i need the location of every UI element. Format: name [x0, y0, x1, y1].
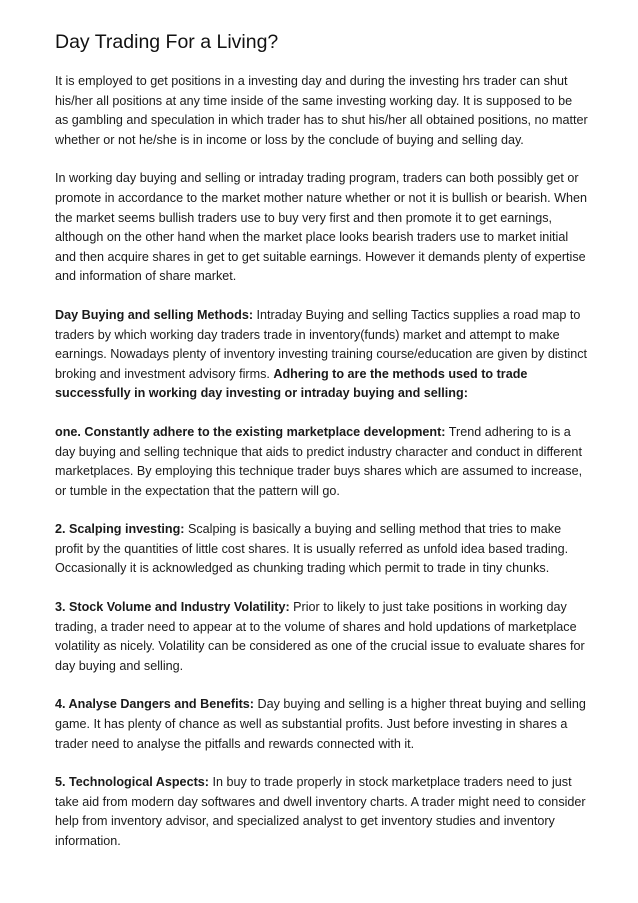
paragraph-text: Day buying and selling is a higher threat buying and selling game. It has plenty of chance as well as substantial profits. Just before investing in shares a trader need to analyse the pitfalls and rewards connected with it.	[55, 697, 586, 751]
paragraph-lead: 5. Technological Aspects:	[55, 775, 209, 790]
paragraph-lead: Day Buying and selling Methods:	[55, 307, 254, 322]
paragraph-methods	[55, 306, 588, 404]
paragraph-text: Trend adhering to is a day buying and selling technique that aids to predict industry character and conduct in different marketplaces. By employing this technique trader buys shares which are assumed to increase, or tumble in the expectation that the pattern will go.	[55, 424, 583, 498]
paragraph-method-2	[55, 520, 588, 579]
paragraph-text: It is employed to get positions in a investing day and during the investing hrs trader can shut his/her all positions at any time inside of the same investing working day. It is supposed to be as gambling and speculation in which trader has to shut his/her all obtained positions, no matter whether or not he/she is in income or loss by the conclude of buying and selling day.	[55, 74, 588, 147]
paragraph-lead: 2. Scalping investing:	[55, 522, 185, 537]
paragraph-lead: 4. Analyse Dangers and Benefits:	[55, 697, 254, 712]
paragraph-text: Scalping is basically a buying and selling method that tries to make profit by the quantities of little cost shares. It is usually referred as unfold idea based trading. Occasionally it is acknowledged as chunking trading which permit to trade in tiny chunks.	[55, 522, 569, 576]
paragraph-text: In buy to trade properly in stock marketplace traders need to just take aid from modern day softwares and dwell inventory charts. A trader might need to consider help from inventory advisor, and specialized analyst to get inventory studies and inventory information.	[55, 775, 586, 848]
paragraph-method-4	[55, 695, 588, 754]
paragraph-method-1	[55, 423, 588, 501]
paragraph-method-5	[55, 773, 588, 851]
paragraph-intro	[55, 72, 588, 150]
paragraph-method-3	[55, 598, 588, 676]
paragraph-text: Prior to likely to just take positions in working day trading, a trader need to appear at to the volume of shares and hold updations of marketplace volatility as nicely. Volatility can be considered as one of the crucial issue to evaluate shares for day buying and selling.	[55, 600, 585, 673]
document-title: Day Trading For a Living?	[55, 31, 279, 53]
paragraph-lead: one. Constantly adhere to the existing marketplace development:	[55, 424, 446, 439]
paragraph-text: In working day buying and selling or intraday trading program, traders can both possibly get or promote in accordance to the market mother nature whether or not it is bullish or bearish. When the market seems bullish traders use to buy very first and then promote it to get earnings, although on the other hand when the market place looks bearish traders use to market initial and then acquire shares in get to get suitable earnings. However it demands plenty of expertise and information of share market.	[55, 171, 587, 284]
paragraph-tail: Adhering to are the methods used to trade successfully in working day investing or intraday buying and selling:	[55, 366, 528, 401]
paragraph-text: Intraday Buying and selling Tactics supplies a road map to traders by which working day traders trade in inventory(funds) market and attempt to make earnings. Nowadays plenty of inventory investing training course/education are given by distinct broking and investment advisory firms.	[55, 307, 588, 381]
paragraph-working-day	[55, 169, 588, 287]
paragraph-lead: 3. Stock Volume and Industry Volatility:	[55, 600, 290, 615]
